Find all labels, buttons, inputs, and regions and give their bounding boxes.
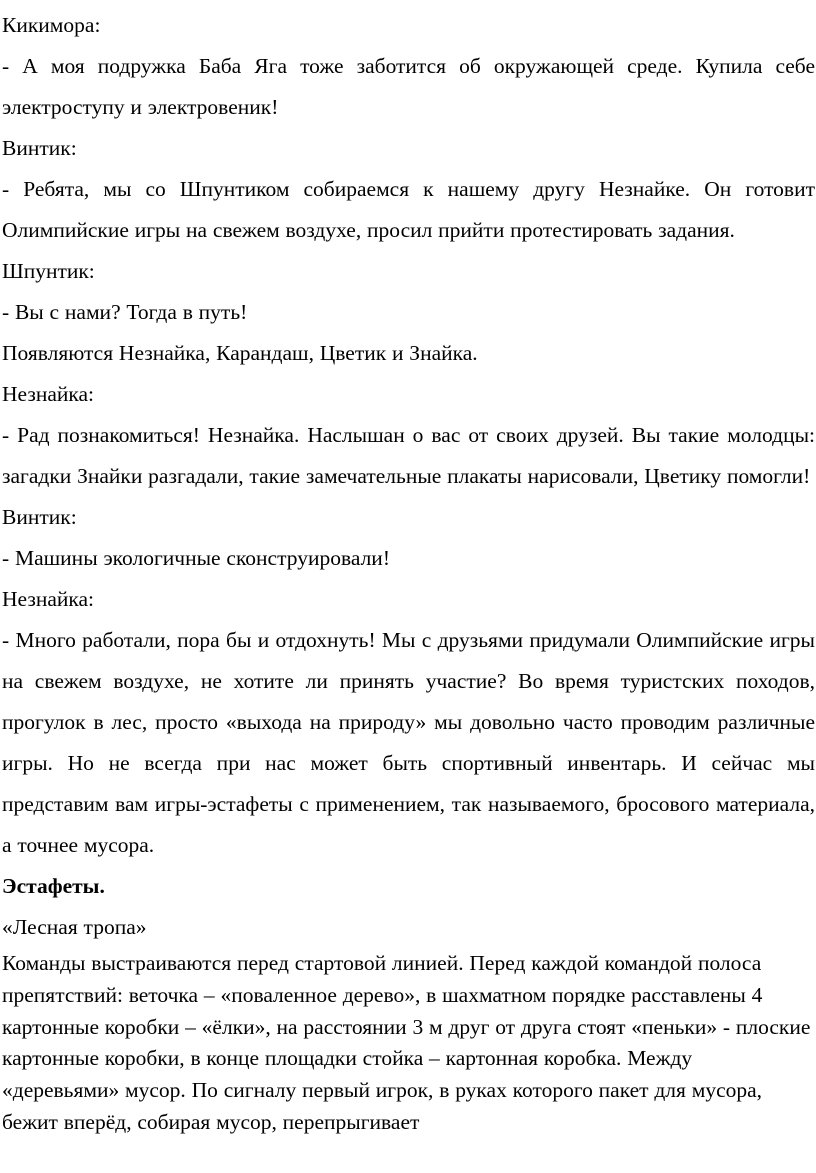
dialogue-vintik-2: - Машины экологичные сконструировали! [2,546,390,570]
game-description: Команды выстраиваются перед стартовой линией. Перед каждой командой полоса препятствий: веточка – «поваленное дерево», в шахматном порядке расставлены 4 картонные коробки – «ёлки», на расстоянии 3 м друг от друга стоят «пеньки» - плоские картонные коробки, в конце площадки стойка – картонная коробка. Между «деревьями» мусор. По сигналу первый игрок, в руках которого пакет для мусора, бежит вперёд, собирая мусор, перепрыгивает [2,951,811,1134]
dialogue-shpuntik: - Вы с нами? Тогда в путь! [2,300,248,324]
speaker-kikimora: Кикимора: [2,13,101,37]
dialogue-neznayka: - Рад познакомиться! Незнайка. Наслышан о вас от своих друзей. Вы такие молодцы: загадки Знайки разгадали, такие замечательные плакаты нарисовали, Цветику помогли! [2,423,815,488]
section-heading-estafety: Эстафеты. [2,874,105,898]
game-title-lesnaya-tropa: «Лесная тропа» [2,915,147,939]
dialogue-kikimora: - А моя подружка Баба Яга тоже заботится об окружающей среде. Купила себе электроступу и электровеник! [2,54,815,119]
speaker-shpuntik: Шпунтик: [2,259,95,283]
speaker-vintik: Винтик: [2,136,77,160]
speaker-neznayka: Незнайка: [2,382,95,406]
stage-direction: Появляются Незнайка, Карандаш, Цветик и Знайка. [2,341,478,365]
dialogue-neznayka-2: - Много работали, пора бы и отдохнуть! Мы с друзьями придумали Олимпийские игры на свежем воздухе, не хотите ли принять участие? Во время туристских походов, прогулок в лес, просто «выхода на природу» мы довольно часто проводим различные игры. Но не всегда при нас может быть спортивный инвентарь. И сейчас мы представим вам игры-эстафеты с применением, так называемого, бросового материала, а точнее мусора. [2,628,815,857]
speaker-neznayka-2: Незнайка: [2,587,95,611]
speaker-vintik-2: Винтик: [2,505,77,529]
dialogue-vintik: - Ребята, мы со Шпунтиком собираемся к нашему другу Незнайке. Он готовит Олимпийские игры на свежем воздухе, просил прийти протестировать задания. [2,177,815,242]
